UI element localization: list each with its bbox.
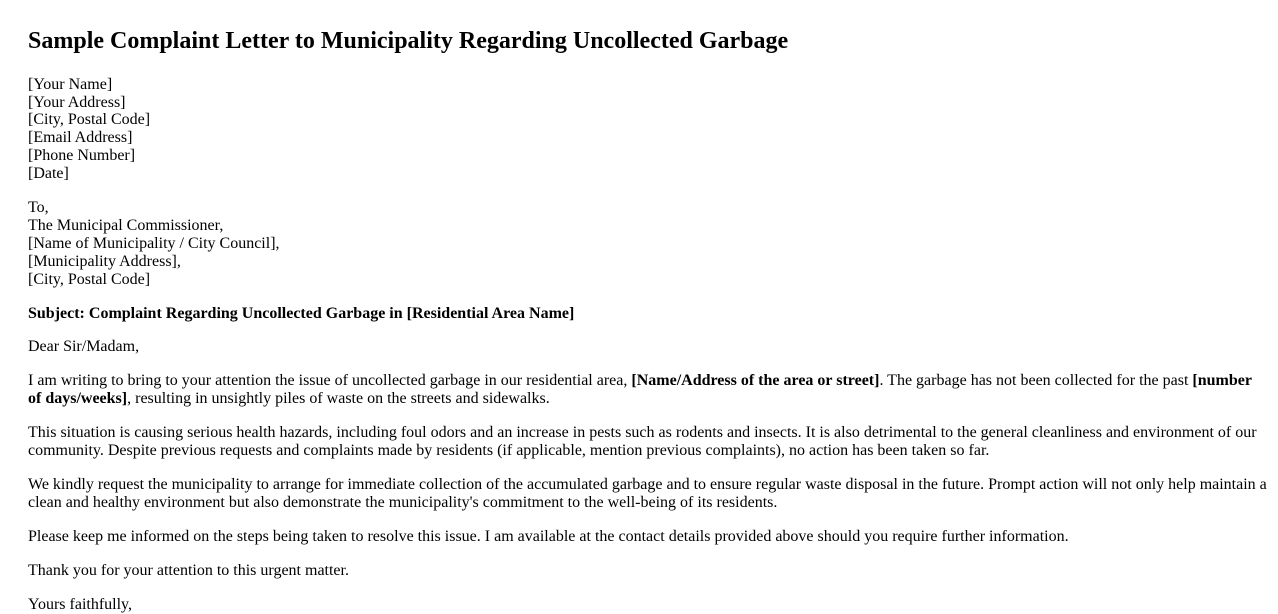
salutation: Dear Sir/Madam, <box>28 338 140 356</box>
body-paragraph: I am writing to bring to your attention the issue of uncollected garbage in our residential area, [Name/Address of the area or street]. The garbage has not been collected for the past [number of days/weeks], resulting in unsightly piles of waste on the streets and sidewalks. <box>28 372 1252 408</box>
body-paragraph: We kindly request the municipality to arrange for immediate collection of the accumulated garbage and to ensure regular waste disposal in the future. Prompt action will not only help maintain a clean and healthy environment but also demonstrate the municipality's commitment to the well-being of its residents. <box>28 476 1267 511</box>
closing: Yours faithfully, <box>28 595 133 613</box>
letter-title: Sample Complaint Letter to Municipality Regarding Uncollected Garbage <box>28 28 789 54</box>
subject-line: Subject: Complaint Regarding Uncollected Garbage in [Residential Area Name] <box>28 304 575 322</box>
body-paragraph: Thank you for your attention to this urgent matter. <box>28 561 349 579</box>
body-paragraph: Please keep me informed on the steps being taken to resolve this issue. I am available at the contact details provided above should you require further information. <box>28 527 1069 545</box>
body-paragraph: This situation is causing serious health hazards, including foul odors and an increase in pests such as rodents and insects. It is also detrimental to the general cleanliness and environment of our community. Despite previous requests and complaints made by residents (if applicable, mention previous complaints), no action has been taken so far. <box>28 424 1257 460</box>
sender-address-block: [Your Name] [Your Address] [City, Postal Code] [Email Address] [Phone Number] [Date] <box>28 75 151 183</box>
recipient-address-block: To, The Municipal Commissioner, [Name of Municipality / City Council], [Municipality Address], [City, Postal Code] <box>28 199 280 288</box>
